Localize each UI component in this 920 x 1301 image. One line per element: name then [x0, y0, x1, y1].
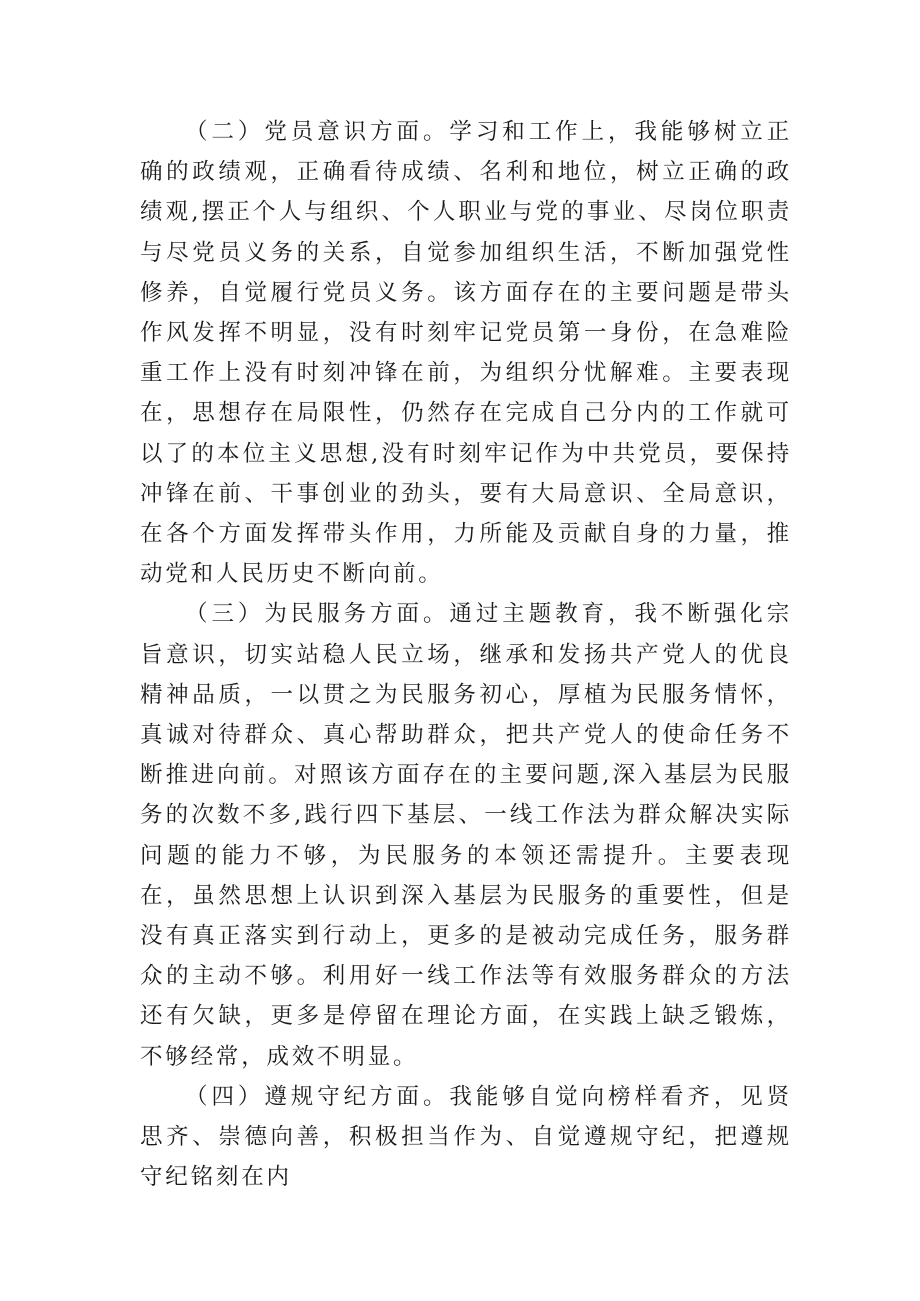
document-body [140, 112, 792, 1197]
paragraph-serving-people: （三）为民服务方面。通过主题教育，我不断强化宗旨意识，切实站稳人民立场，继承和发扬共产党人的优良精神品质，一以贯之为民服务初心，厚植为民服务情怀，真诚对待群众、真心帮助群众，把共产党人的使命任务不断推进向前。对照该方面存在的主要问题,深入基层为民服务的次数不多,践行四下基层、一线工作法为群众解决实际问题的能力不够，为民服务的本领还需提升。主要表现在，虽然思想上认识到深入基层为民服务的重要性，但是没有真正落实到行动上，更多的是被动完成任务，服务群众的主动不够。利用好一线工作法等有效服务群众的方法还有欠缺，更多是停留在理论方面，在实践上缺乏锻炼，不够经常，成效不明显。 [140, 601, 792, 1070]
paragraph-party-awareness: （二）党员意识方面。学习和工作上，我能够树立正确的政绩观，正确看待成绩、名利和地位，树立正确的政绩观,摆正个人与组织、个人职业与党的事业、尽岗位职责与尽党员义务的关系，自觉参加组织生活，不断加强党性修养，自觉履行党员义务。该方面存在的主要问题是带头作风发挥不明显，没有时刻牢记党员第一身份，在急难险重工作上没有时刻冲锋在前，为组织分忧解难。主要表现在，思想存在局限性，仍然存在完成自己分内的工作就可以了的本位主义思想,没有时刻牢记作为中共党员，要保持冲锋在前、干事创业的劲头，要有大局意识、全局意识，在各个方面发挥带头作用，力所能及贡献自身的力量，推动党和人民历史不断向前。 [140, 119, 792, 588]
paragraph-discipline: （四）遵规守纪方面。我能够自觉向榜样看齐，见贤思齐、崇德向善，积极担当作为、自觉遵规守纪，把遵规守纪铭刻在内 [140, 1083, 792, 1191]
